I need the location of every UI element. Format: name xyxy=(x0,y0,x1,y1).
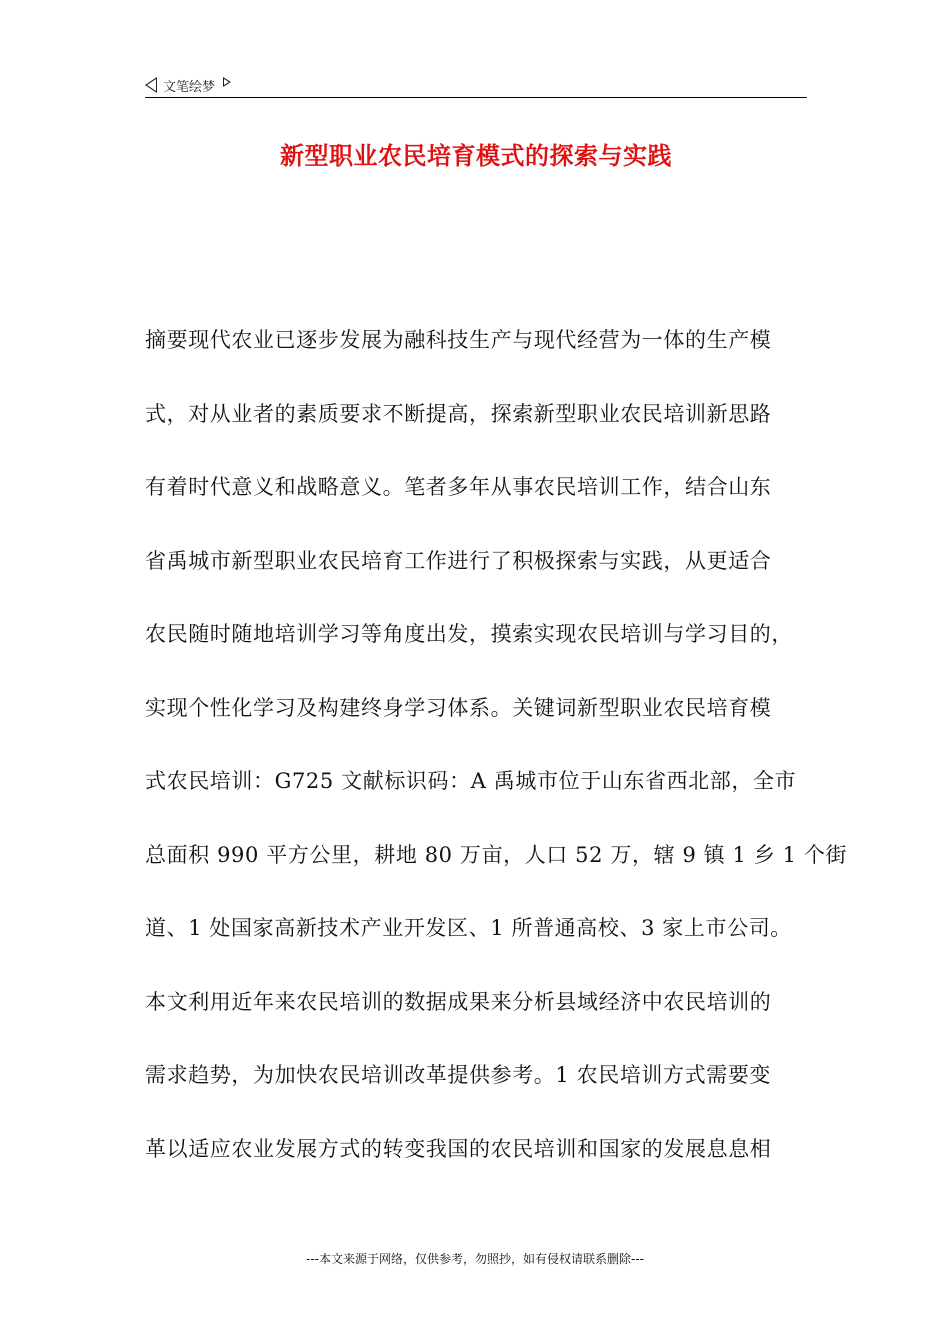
triangle-right-icon xyxy=(223,77,231,87)
body-line: 式农民培训：G725 文献标识码：A 禹城市位于山东省西北部，全市 xyxy=(145,769,797,793)
body-line: 有着时代意义和战略意义。笔者多年从事农民培训工作，结合山东 xyxy=(145,475,772,499)
body-line: 省禹城市新型职业农民培育工作进行了积极探索与实践，从更适合 xyxy=(145,548,772,573)
triangle-left-icon xyxy=(145,77,157,93)
body-line: 式，对从业者的素质要求不断提高，探索新型职业农民培训新思路 xyxy=(145,401,772,426)
body-line: 道、1 处国家高新技术产业开发区、1 所普通高校、3 家上市公司。 xyxy=(145,916,792,940)
page-header xyxy=(145,74,807,96)
footer-notice: ---本文来源于网络，仅供参考，勿照抄，如有侵权请联系删除--- xyxy=(306,1252,644,1266)
body-line: 需求趋势，为加快农民培训改革提供参考。1 农民培训方式需要变 xyxy=(145,1063,772,1087)
header-brand: 文笔绘梦 xyxy=(163,79,216,95)
body-line: 革以适应农业发展方式的转变我国的农民培训和国家的发展息息相 xyxy=(145,1136,772,1161)
body-line: 摘要现代农业已逐步发展为融科技生产与现代经营为一体的生产模 xyxy=(145,328,772,352)
body-line: 实现个性化学习及构建终身学习体系。关键词新型职业农民培育模 xyxy=(145,695,772,720)
header-divider xyxy=(145,97,807,98)
body-line: 农民随时随地培训学习等角度出发，摸索实现农民培训与学习目的， xyxy=(145,622,793,646)
document-body xyxy=(145,322,848,1204)
document-title: 新型职业农民培育模式的探索与实践 xyxy=(280,142,672,170)
body-line: 总面积 990 平方公里，耕地 80 万亩，人口 52 万，辖 9 镇 1 乡 1 个街 xyxy=(145,842,848,867)
body-line: 本文利用近年来农民培训的数据成果来分析县域经济中农民培训的 xyxy=(145,989,772,1014)
